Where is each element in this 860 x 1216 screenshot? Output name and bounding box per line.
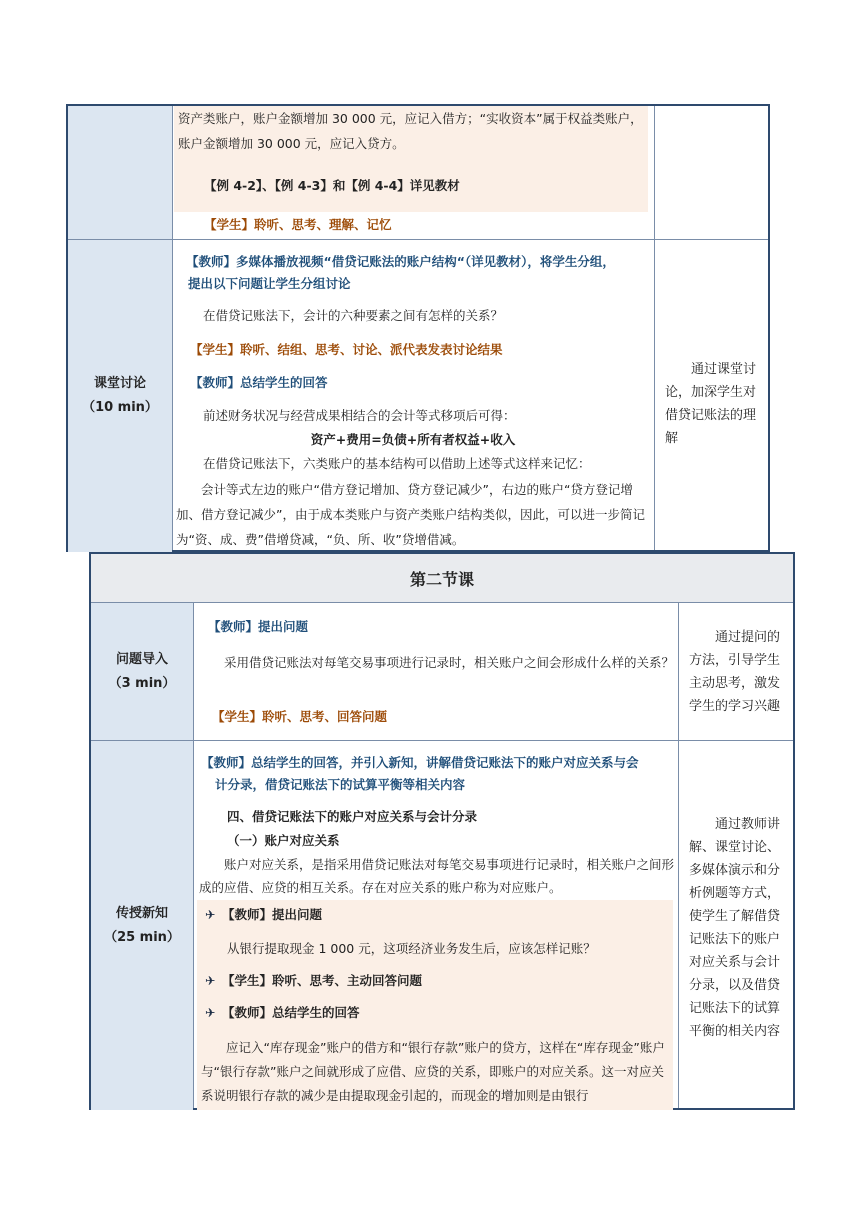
purpose-note: 通过课堂讨论，加深学生对借贷记账法的理解 (665, 362, 757, 446)
column-divider (172, 106, 173, 550)
content-line: 在借贷记账法下，六类账户的基本结构可以借助上述等式这样来记忆： (203, 456, 591, 471)
student-activity: 【学生】聆听、思考、理解、记忆 (204, 217, 392, 232)
content-line: 前述财务状况与经营成果相结合的会计等式移项后可得： (203, 408, 516, 423)
section-title: 课堂讨论 (93, 376, 146, 391)
section-label (91, 741, 193, 1110)
content-line: 资产类账户，账户金额增加 30 000 元，应记入借方；“实收资本”属于权益类账户， (178, 111, 643, 126)
lesson-table-1 (66, 104, 770, 552)
row-divider (91, 602, 793, 603)
purpose-note: 通过提问的方法，引导学生主动思考，激发学生的学习兴趣 (689, 630, 781, 714)
content-line: 账户金额增加 30 000 元，应记入贷方。 (178, 136, 405, 151)
content-paragraph: 采用借贷记账法对每笔交易事项进行记录时，相关账户之间会形成什么样的关系？ (224, 655, 675, 670)
content-paragraph: 会计等式左边的账户“借方登记增加、贷方登记减少”，右边的账户“贷方登记增加、借方登记减少”，由于成本类账户与资产类账户结构类似，因此，可以进一步简记为“资、成、费”借增贷减，“负、所、收”贷增借减。 (176, 482, 645, 547)
section-duration: （25 min） (104, 929, 180, 945)
examples-note: 【例 4-2】、【例 4-3】和【例 4-4】详见教材 (204, 178, 460, 193)
teacher-activity: 【教师】总结学生的回答 (190, 375, 328, 390)
section-title: 问题导入 (115, 651, 168, 667)
accounting-equation: 资产+费用=负债+所有者权益+收入 (310, 432, 516, 447)
teacher-activity: 【教师】总结学生的回答，并引入新知，讲解借贷记账法下的账户对应关系与会 (201, 755, 639, 770)
section-title: 传授新知 (115, 905, 168, 921)
teacher-activity: 【教师】提出问题 (208, 619, 309, 634)
row-divider (91, 740, 793, 741)
column-divider (654, 106, 655, 550)
airplane-icon: ✈ (205, 1005, 216, 1020)
student-activity: ✈ 【学生】聆听、思考、主动回答问题 (205, 970, 422, 992)
teacher-activity: 计分录，借贷记账法下的试算平衡等相关内容 (215, 777, 466, 792)
student-activity: 【学生】聆听、思考、回答问题 (212, 709, 388, 724)
discussion-question: 在借贷记账法下，会计的六种要素之间有怎样的关系？ (203, 308, 504, 323)
section-duration: （10 min） (82, 400, 158, 415)
lesson-title: 第二节课 (91, 554, 793, 602)
teacher-activity: 【教师】多媒体播放视频“借贷记账法的账户结构“（详见教材），将学生分组， (186, 254, 615, 269)
column-divider (193, 602, 194, 1108)
section-label (91, 603, 193, 740)
airplane-icon: ✈ (205, 907, 216, 922)
content-paragraph: 应记入“库存现金”账户的借方和“银行存款”账户的贷方，这样在“库存现金”账户与“银行存款”账户之间就形成了应借、应贷的关系，即账户的对应关系。这一对应关系说明银行存款的减少是由提取现金引起的，而现金的增加则是由银行 (201, 1040, 665, 1103)
teacher-activity: ✈ 【教师】提出问题 (205, 904, 322, 926)
lesson-table-2 (89, 552, 795, 1110)
content-paragraph: 账户对应关系，是指采用借贷记账法对每笔交易事项进行记录时，相关账户之间形成的应借、应贷的相互关系。存在对应关系的账户称为对应账户。 (199, 857, 675, 895)
example-question: 从银行提取现金 1 000 元，这项经济业务发生后，应该怎样记账？ (227, 941, 596, 956)
purpose-note: 通过教师讲解、课堂讨论、多媒体演示和分析例题等方式，使学生了解借贷记账法下的账户对应关系与会计分录，以及借贷记账法下的试算平衡的相关内容 (689, 817, 781, 1039)
label-cell-empty (68, 106, 172, 239)
teacher-activity: ✈ 【教师】总结学生的回答 (205, 1002, 360, 1024)
subsection-heading: （一）账户对应关系 (227, 833, 340, 848)
teacher-activity: 提出以下问题让学生分组讨论 (188, 276, 351, 291)
row-divider (68, 239, 768, 240)
student-activity: 【学生】聆听、结组、思考、讨论、派代表发表讨论结果 (190, 342, 503, 357)
section-duration: （3 min） (108, 675, 176, 691)
section-heading: 四、借贷记账法下的账户对应关系与会计分录 (227, 809, 478, 824)
airplane-icon: ✈ (205, 973, 216, 988)
section-label (68, 240, 172, 552)
